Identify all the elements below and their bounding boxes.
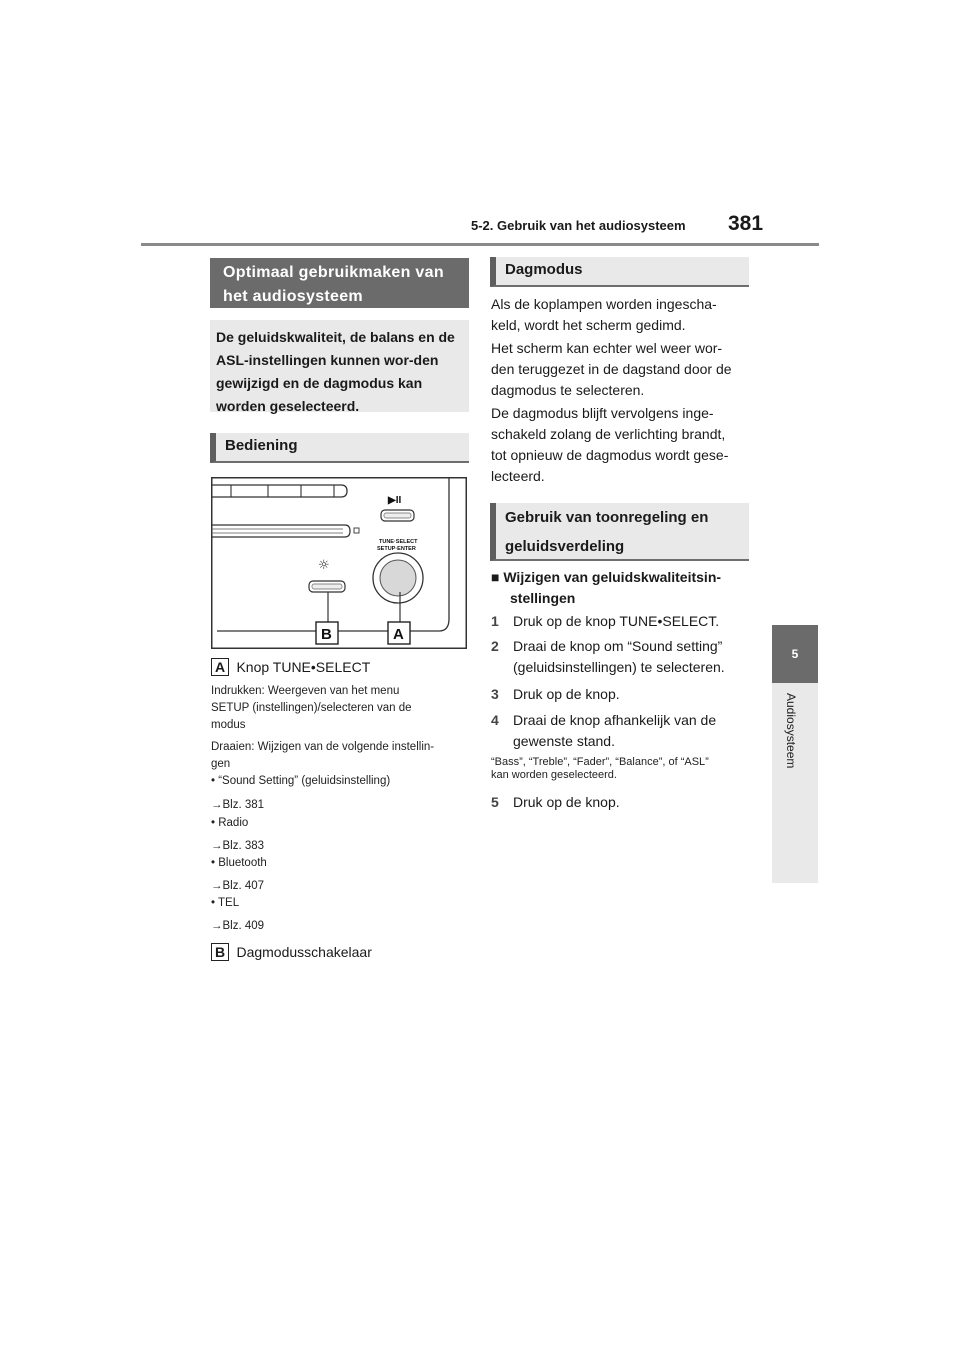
header-rule	[141, 243, 819, 246]
figure-frame	[212, 478, 467, 649]
intro-box: De geluidskwaliteit, de balans en de ASL-instellingen kunnen wor-den gewijzigd en de dagmodus kan worden geselecteerd.	[210, 320, 469, 412]
step	[491, 710, 716, 731]
step-number: 5	[491, 794, 499, 810]
step-number: 4	[491, 712, 499, 728]
step	[491, 636, 722, 657]
running-header: 5-2. Gebruik van het audiosysteem	[471, 218, 686, 233]
list-item-ref: →Blz. 407	[211, 880, 265, 892]
heading-toonregeling-l2: geluidsverdeling	[505, 538, 625, 555]
step	[491, 792, 620, 813]
callout-a: A	[393, 626, 404, 643]
sun-icon: ☼	[318, 558, 330, 573]
list-item-name: • Radio	[211, 817, 249, 829]
item-a-letter: A	[211, 658, 229, 676]
daymode-p3-l4: lecteerd.	[491, 468, 545, 484]
step	[491, 611, 719, 632]
item-a-line3: modus	[211, 719, 246, 731]
item-a-line1: Indrukken: Weergeven van het menu	[211, 685, 400, 697]
item-b-title: Dagmodusschakelaar	[236, 944, 372, 960]
step-number: 1	[491, 613, 499, 629]
item-b-letter: B	[211, 943, 229, 961]
step-text: Draai de knop om “Sound setting”	[513, 638, 723, 654]
daymode-p3-l1: De dagmodus blijft vervolgens inge-	[491, 405, 714, 421]
play-pause-icon: ▶II	[388, 495, 402, 506]
section-title: Optimaal gebruikmaken van het audiosysteem	[210, 258, 469, 308]
step-text-cont: gewenste stand.	[513, 733, 615, 749]
step-text: Druk op de knop.	[513, 686, 620, 702]
daymode-p2-l1: Het scherm kan echter wel weer wor-	[491, 340, 723, 356]
daymode-p3-l3: tot opnieuw de dagmodus wordt gese-	[491, 447, 729, 463]
list-item-ref: →Blz. 383	[211, 840, 265, 852]
heading-toonregeling	[490, 503, 749, 561]
callout-b: B	[321, 626, 332, 643]
item-a-line2: SETUP (instellingen)/selecteren van de	[211, 702, 412, 714]
chapter-number-tab: 5	[772, 625, 818, 683]
item-a-line4: Draaien: Wijzigen van de volgende instellin-	[211, 741, 435, 753]
heading-dagmodus: Dagmodus	[490, 257, 749, 287]
note-l2: kan worden geselecteerd.	[491, 769, 617, 781]
subheading-l2: stellingen	[510, 590, 576, 606]
item-b-header	[211, 943, 372, 962]
setup-enter-label: SETUP·ENTER	[377, 546, 416, 552]
item-a-header	[211, 658, 370, 677]
daymode-p1-l1: Als de koplampen worden ingescha-	[491, 296, 717, 312]
step-number: 3	[491, 686, 499, 702]
list-item-name: • TEL	[211, 897, 240, 909]
step-text-cont: (geluidsinstellingen) te selecteren.	[513, 659, 725, 675]
heading-toonregeling-l1: Gebruik van toonregeling en	[505, 509, 709, 526]
step	[491, 684, 620, 705]
subheading-l1: ■ Wijzigen van geluidskwaliteitsin-	[491, 569, 722, 585]
tune-select-label: TUNE·SELECT	[379, 539, 418, 545]
page-number: 381	[728, 212, 764, 235]
list-item-ref: →Blz. 381	[211, 799, 265, 811]
step-text: Druk op de knop.	[513, 794, 620, 810]
control-panel-figure	[211, 477, 467, 649]
heading-bediening: Bediening	[210, 433, 469, 463]
daymode-p2-l2: den teruggezet in de dagstand door de	[491, 361, 732, 377]
daymode-p2-l3: dagmodus te selecteren.	[491, 382, 645, 398]
daymode-p3-l2: schakeld zolang de verlichting brandt,	[491, 426, 726, 442]
item-a-title: Knop TUNE•SELECT	[236, 659, 371, 675]
daymode-p1-l2: keld, wordt het scherm gedimd.	[491, 317, 686, 333]
note-l1: “Bass”, “Treble”, “Fader”, “Balance”, of “ASL”	[491, 756, 709, 768]
step-number: 2	[491, 638, 499, 654]
step-text: Draai de knop afhankelijk van de	[513, 712, 717, 728]
chapter-title: Audiosysteem	[784, 693, 798, 769]
item-a-line5: gen	[211, 758, 231, 770]
step-text: Druk op de knop TUNE•SELECT.	[513, 613, 720, 629]
list-item-name: • “Sound Setting” (geluidsinstelling)	[211, 775, 391, 787]
list-item-name: • Bluetooth	[211, 857, 267, 869]
list-item-ref: →Blz. 409	[211, 920, 265, 932]
